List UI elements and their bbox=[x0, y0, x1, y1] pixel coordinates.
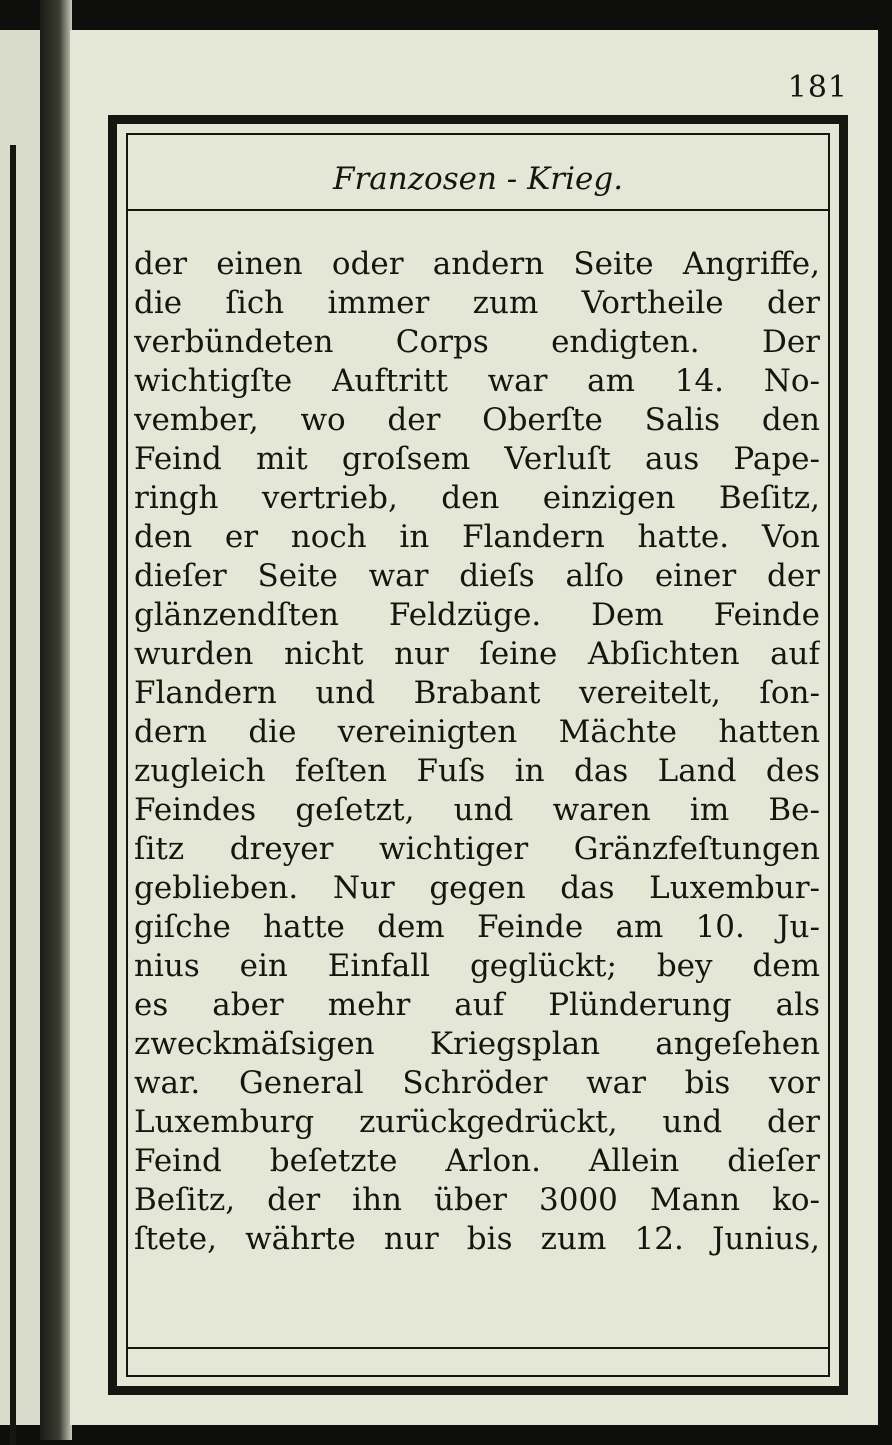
book-page bbox=[70, 30, 878, 1425]
previous-page-frame bbox=[0, 145, 16, 1445]
page-number: 181 bbox=[787, 70, 848, 105]
text-line: Feindes geſetzt, und waren im Be- bbox=[134, 792, 820, 828]
text-line: vember, wo der Oberſte Salis den bbox=[134, 402, 820, 438]
text-line: Feind mit groſsem Verluſt aus Pape- bbox=[134, 441, 820, 477]
footer-rule bbox=[128, 1347, 828, 1349]
text-line: es aber mehr auf Plünderung als bbox=[134, 987, 820, 1023]
running-header bbox=[128, 135, 828, 211]
text-line: glänzendſten Feldzüge. Dem Feinde bbox=[134, 597, 820, 633]
previous-page-edge bbox=[0, 30, 40, 1425]
text-line: Beſitz, der ihn über 3000 Mann ko- bbox=[134, 1182, 820, 1218]
text-line: verbündeten Corps endigten. Der bbox=[134, 324, 820, 360]
text-line: dieſer Seite war dieſs alſo einer der bbox=[134, 558, 820, 594]
text-line: Feind beſetzte Arlon. Allein dieſer bbox=[134, 1143, 820, 1179]
book-gutter bbox=[40, 0, 72, 1440]
text-line: ringh vertrieb, den einzigen Beſitz, bbox=[134, 480, 820, 516]
text-line: den er noch in Flandern hatte. Von bbox=[134, 519, 820, 555]
text-line: dern die vereinigten Mächte hatten bbox=[134, 714, 820, 750]
text-line: giſche hatte dem Feinde am 10. Ju- bbox=[134, 909, 820, 945]
text-line: nius ein Einfall geglückt; bey dem bbox=[134, 948, 820, 984]
text-line: wichtigſte Auftritt war am 14. No- bbox=[134, 363, 820, 399]
text-line: ſitz dreyer wichtiger Gränzfeſtungen bbox=[134, 831, 820, 867]
text-line: geblieben. Nur gegen das Luxembur- bbox=[134, 870, 820, 906]
text-line: wurden nicht nur ſeine Abſichten auf bbox=[134, 636, 820, 672]
body-text bbox=[134, 245, 820, 1259]
page-inner-frame bbox=[126, 133, 830, 1377]
text-line: war. General Schröder war bis vor bbox=[134, 1065, 820, 1101]
page-border-frame bbox=[108, 115, 848, 1395]
text-line: zugleich feſten Fuſs in das Land des bbox=[134, 753, 820, 789]
text-line: der einen oder andern Seite Angriffe, bbox=[134, 246, 820, 282]
text-line: Flandern und Brabant vereitelt, ſon- bbox=[134, 675, 820, 711]
running-header-title: Franzosen - Krieg. bbox=[332, 161, 624, 197]
text-line: die ſich immer zum Vortheile der bbox=[134, 285, 820, 321]
text-line: Luxemburg zurückgedrückt, und der bbox=[134, 1104, 820, 1140]
text-line: zweckmäſsigen Kriegsplan angeſehen bbox=[134, 1026, 820, 1062]
text-line: ſtete, währte nur bis zum 12. Junius, bbox=[134, 1221, 820, 1257]
